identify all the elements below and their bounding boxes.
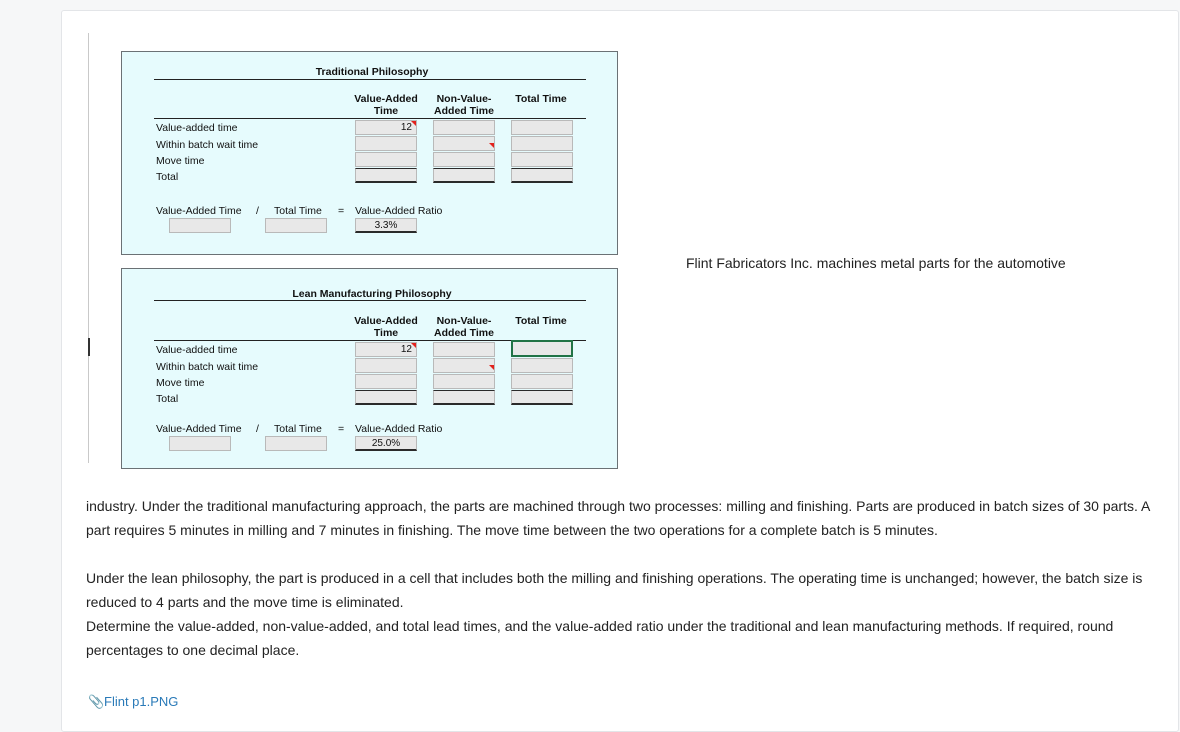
nva-cell-move[interactable] bbox=[433, 374, 495, 389]
comment-flag bbox=[411, 121, 416, 126]
total-cell-total[interactable] bbox=[511, 390, 573, 405]
nva-cell-total[interactable] bbox=[433, 168, 495, 183]
attachment-link[interactable] bbox=[88, 694, 178, 710]
title-rule bbox=[154, 300, 586, 301]
va-cell-total[interactable] bbox=[355, 390, 417, 405]
va-cell-move[interactable] bbox=[355, 152, 417, 167]
header-rule bbox=[154, 118, 586, 119]
row-label-wait: Within batch wait time bbox=[156, 361, 259, 373]
comment-flag bbox=[489, 143, 494, 148]
ratio-numerator-label: Value-Added Time bbox=[156, 205, 242, 217]
total-cell-wait[interactable] bbox=[511, 136, 573, 151]
va-cell-wait[interactable] bbox=[355, 358, 417, 373]
ratio-result: 3.3% bbox=[355, 218, 417, 233]
row-label-move: Move time bbox=[156, 155, 205, 167]
ratio-numerator-label: Value-Added Time bbox=[156, 423, 242, 435]
va-cell-value-added[interactable]: 12 bbox=[355, 342, 417, 357]
nva-cell-total[interactable] bbox=[433, 390, 495, 405]
ratio-divide-sign: / bbox=[256, 205, 259, 217]
va-cell-move[interactable] bbox=[355, 374, 417, 389]
problem-paragraph-3: Determine the value-added, non-value-added, and total lead times, and the value-added ratio under the traditional and lean manufacturing methods. If required, round percentages to one decimal place. bbox=[86, 618, 1114, 658]
ratio-equals-sign: = bbox=[338, 423, 345, 435]
row-label-total: Total bbox=[156, 393, 179, 405]
worksheet-title: Traditional Philosophy bbox=[315, 66, 429, 78]
row-label-move: Move time bbox=[156, 377, 205, 389]
nva-cell-wait[interactable] bbox=[433, 136, 495, 151]
ratio-denominator-label: Total Time bbox=[274, 423, 322, 435]
row-label-value-added: Value-added time bbox=[156, 122, 238, 134]
col-header-value-added: Value-Added Time bbox=[354, 315, 418, 339]
worksheet-title: Lean Manufacturing Philosophy bbox=[292, 288, 452, 300]
traditional-worksheet bbox=[121, 51, 618, 255]
col-header-total: Total Time bbox=[515, 315, 567, 327]
total-cell-value-added-selected[interactable] bbox=[511, 340, 573, 357]
ratio-result: 25.0% bbox=[355, 436, 417, 451]
comment-flag bbox=[411, 343, 416, 348]
ratio-label: Value-Added Ratio bbox=[355, 423, 443, 435]
text-cursor-marker bbox=[88, 338, 90, 356]
ratio-denominator-input[interactable] bbox=[265, 436, 327, 451]
ratio-numerator-input[interactable] bbox=[169, 218, 231, 233]
va-cell-total[interactable] bbox=[355, 168, 417, 183]
col-header-non-value-added: Non-Value-Added Time bbox=[434, 315, 494, 339]
nva-cell-wait[interactable] bbox=[433, 358, 495, 373]
total-cell-value-added[interactable] bbox=[511, 120, 573, 135]
ratio-equals-sign: = bbox=[338, 205, 345, 217]
col-header-value-added: Value-Added Time bbox=[354, 93, 418, 117]
va-cell-wait[interactable] bbox=[355, 136, 417, 151]
attachment-filename: Flint p1.PNG bbox=[104, 694, 179, 709]
title-rule bbox=[154, 79, 586, 80]
total-cell-total[interactable] bbox=[511, 168, 573, 183]
paperclip-icon: 📎 bbox=[88, 694, 105, 709]
total-cell-wait[interactable] bbox=[511, 358, 573, 373]
total-cell-move[interactable] bbox=[511, 374, 573, 389]
problem-paragraph-1: industry. Under the traditional manufacturing approach, the parts are machined through two processes: milling and finishing. Parts are produced in batch sizes of 30 parts. A part requires 5 minutes in milling and 7 minutes in finishing. The move time between the two operations for a complete batch is 5 minutes. bbox=[86, 498, 1150, 538]
ratio-label: Value-Added Ratio bbox=[355, 205, 443, 217]
ratio-denominator-input[interactable] bbox=[265, 218, 327, 233]
ratio-numerator-input[interactable] bbox=[169, 436, 231, 451]
nva-cell-value-added[interactable] bbox=[433, 120, 495, 135]
left-divider bbox=[88, 33, 89, 463]
row-label-value-added: Value-added time bbox=[156, 344, 238, 356]
comment-flag bbox=[489, 365, 494, 370]
nva-cell-move[interactable] bbox=[433, 152, 495, 167]
lean-worksheet bbox=[121, 268, 618, 469]
va-cell-value-added[interactable]: 12 bbox=[355, 120, 417, 135]
col-header-total: Total Time bbox=[515, 93, 567, 105]
ratio-divide-sign: / bbox=[256, 423, 259, 435]
col-header-non-value-added: Non-Value-Added Time bbox=[434, 93, 494, 117]
problem-paragraph-2: Under the lean philosophy, the part is produced in a cell that includes both the milling and finishing operations. The operating time is unchanged; however, the batch size is reduced to 4 parts and the move time is eliminated. bbox=[86, 570, 1143, 610]
problem-intro: Flint Fabricators Inc. machines metal parts for the automotive bbox=[686, 255, 1066, 271]
row-label-total: Total bbox=[156, 171, 179, 183]
ratio-denominator-label: Total Time bbox=[274, 205, 322, 217]
row-label-wait: Within batch wait time bbox=[156, 139, 259, 151]
nva-cell-value-added[interactable] bbox=[433, 342, 495, 357]
total-cell-move[interactable] bbox=[511, 152, 573, 167]
